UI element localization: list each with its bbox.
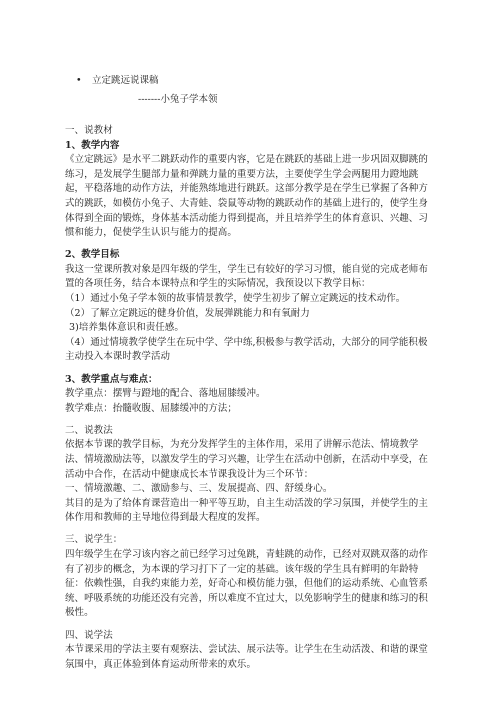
paragraph-gap (65, 241, 435, 249)
list-item: 3)培养集体意识和责任感。 (69, 322, 184, 334)
paragraph: 《立定跳远》是水平二跳跃动作的重要内容，它是在跳跃的基础上进一步巩固双脚跳的练习，是发展学生腿部力量和弹跳力量的重要方法，主要使学生学会两腿用力蹬地跳起，平稳落地的动作方法，并能熟练地进行跳跃。这部分教学是在学生已掌握了各种方式的跳跃，如模仿小兔子、大青蛙、袋鼠等动物的跳跃动作的基础上进行的，使学生身体得到全面的锻炼，身体基本活动能力得到提高，并且培养学生的体育意识、兴趣、习惯和能力，促使学生认识与能力的提高。 (65, 154, 428, 239)
paragraph: 四年级学生在学习该内容之前已经学习过兔跳，青蛙跳的动作，已经对双跳双落的动作有了初步的概念，为本课的学习打下了一定的基础。该年级的学生具有鲜明的年龄特征：依赖性强，自我约束能力差，好奇心和模仿能力强，但他们的运动系统、心血管系统、呼吸系统的功能还没有完善，所以难度不宜过大，以免影响学生的健康和练习的积极性。 (65, 549, 428, 619)
paragraph: （1）通过小兔子学本领的故事情景教学，使学生初步了解立定跳远的技术动作。 (65, 293, 406, 305)
paragraph-gap (65, 621, 435, 629)
document-title-row (76, 74, 159, 87)
section-heading: 3、教学重点与难点： (65, 373, 158, 385)
paragraph: 本节课采用的学法主要有观察法、尝试法、展示法等。让学生在生动活泼、和谐的课堂氛围中，真正体验到体育运动所带来的欢乐。 (65, 644, 428, 670)
paragraph: （2）了解立定跳远的健身价值，发展弹跳能力和有氧耐力 (65, 307, 310, 319)
document-body (65, 124, 435, 672)
paragraph-gap (65, 526, 435, 534)
paragraph: 四、说学法 (65, 629, 113, 641)
paragraph: 二、说教法 (65, 424, 113, 436)
paragraph: 我这一堂课所教对象是四年级的学生，学生已有较好的学习习惯，能自觉的完成老师布置的各项任务，结合本课特点和学生的实际情况，我预设以下教学目标： (65, 263, 428, 290)
paragraph-gap (65, 416, 435, 424)
paragraph: 一、情境激趣、二、激励参与、三、发展提高、四、舒缓身心。 (65, 483, 333, 495)
paragraph: 一、说教材 (65, 125, 113, 136)
paragraph: 依据本节课的教学目标，为充分发挥学生的主体作用，采用了讲解示范法、情境教学法、情境激励法等，以激发学生的学习兴趣，让学生在活动中创新，在活动中享受，在活动中合作，在活动中健康成长本节课我设计为三个环节： (65, 439, 428, 480)
document-title: 立定跳远说课稿 (92, 75, 159, 86)
section-heading: 1、教学内容 (65, 139, 120, 151)
paragraph: 教学重点：摆臂与蹬地的配合、落地屈膝缓冲。 (65, 388, 266, 400)
paragraph: （4）通过情境教学使学生在玩中学、学中练,积极参与教学活动，大部分的同学能积极主动投入本课时教学活动 (65, 336, 428, 363)
bullet-icon: • (76, 75, 82, 86)
paragraph: 教学难点：抬髓收腹、屈膝缓冲的方法； (65, 402, 237, 414)
document-subtitle: -------小兔子学本领 (138, 94, 218, 105)
paragraph-gap (65, 365, 435, 373)
paragraph: 其目的是为了给体育课营造出一种平等互助，自主生动活泼的学习氛围，并使学生的主体作用和教师的主导地位得到最大程度的发挥。 (65, 497, 428, 524)
section-heading: 2、教学目标 (65, 249, 120, 261)
paragraph: 三、说学生： (65, 534, 123, 546)
